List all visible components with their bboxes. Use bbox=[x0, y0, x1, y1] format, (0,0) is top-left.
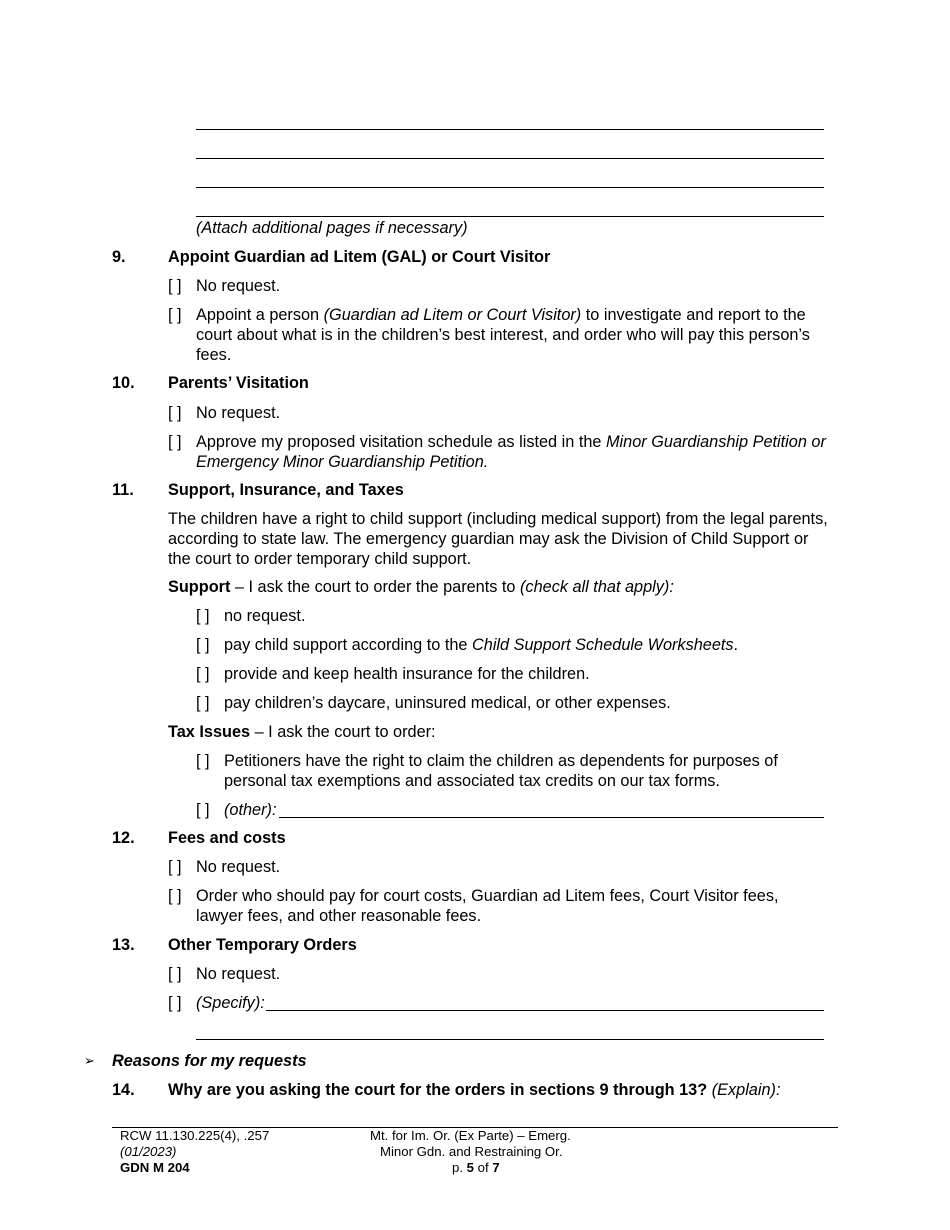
section-12-title: Fees and costs bbox=[168, 829, 286, 847]
option-10-no-request: No request. bbox=[196, 404, 281, 422]
tax-issues-line: Tax Issues – I ask the court to order: bbox=[168, 723, 436, 741]
checkbox-tax-other[interactable]: [ ] bbox=[196, 801, 210, 819]
checkbox-9-no-request[interactable]: [ ] bbox=[168, 277, 182, 295]
attach-note: (Attach additional pages if necessary) bbox=[196, 219, 468, 237]
checkbox-12-order-fees[interactable]: [ ] bbox=[168, 887, 182, 905]
section-14-number: 14. bbox=[112, 1081, 135, 1099]
tax-option-dependents: Petitioners have the right to claim the children as dependents for purposes of personal tax exemptions and associated tax credits on our tax forms. bbox=[224, 752, 778, 790]
support-option-child-support: pay child support according to the Child Support Schedule Worksheets. bbox=[224, 636, 739, 654]
option-12-order-fees: Order who should pay for court costs, Guardian ad Litem fees, Court Visitor fees, lawyer fees, and other reasonable fees. bbox=[196, 887, 779, 925]
checkbox-13-specify[interactable]: [ ] bbox=[168, 994, 182, 1012]
checkbox-9-appoint[interactable]: [ ] bbox=[168, 306, 182, 324]
arrow-bullet-icon: ➢ bbox=[84, 1053, 95, 1068]
section-9-number: 9. bbox=[112, 248, 126, 266]
checkbox-10-approve[interactable]: [ ] bbox=[168, 433, 182, 451]
option-12-no-request: No request. bbox=[196, 858, 281, 876]
section-13-title: Other Temporary Orders bbox=[168, 936, 357, 954]
answer-line-1[interactable] bbox=[196, 129, 824, 130]
reasons-heading: Reasons for my requests bbox=[112, 1052, 307, 1070]
footer-title-line-1: Mt. for Im. Or. (Ex Parte) – Emerg. bbox=[370, 1128, 571, 1143]
checkbox-12-no-request[interactable]: [ ] bbox=[168, 858, 182, 876]
section-10-title: Parents’ Visitation bbox=[168, 374, 309, 392]
option-10-approve: Approve my proposed visitation schedule as listed in the Minor Guardianship Petition or Emergency Minor Guardianship Petition. bbox=[196, 433, 826, 471]
specify-field[interactable] bbox=[266, 1010, 824, 1011]
support-option-no-request: no request. bbox=[224, 607, 306, 625]
footer-date: (01/2023) bbox=[120, 1144, 177, 1159]
footer-rcw: RCW 11.130.225(4), .257 bbox=[120, 1128, 270, 1143]
tax-other-field[interactable] bbox=[279, 817, 824, 818]
option-9-appoint: Appoint a person (Guardian ad Litem or Court Visitor) to investigate and report to the court about what is in the children’s best interest, and order who will pay this person’s fees. bbox=[196, 306, 810, 364]
option-13-specify-label: (Specify): bbox=[196, 994, 265, 1012]
tax-option-other-label: (other): bbox=[224, 801, 277, 819]
checkbox-support-child-support[interactable]: [ ] bbox=[196, 636, 210, 654]
support-line: Support – I ask the court to order the parents to (check all that apply): bbox=[168, 578, 674, 596]
specify-field-line-2[interactable] bbox=[196, 1039, 824, 1040]
section-10-number: 10. bbox=[112, 374, 135, 392]
footer-page-number: p. 5 of 7 bbox=[452, 1160, 500, 1175]
answer-line-2[interactable] bbox=[196, 158, 824, 159]
section-11-paragraph: The children have a right to child support (including medical support) from the legal parents, according to state law. The emergency guardian may ask the Division of Child Support or the court to order temporary child support. bbox=[168, 510, 828, 568]
checkbox-support-insurance[interactable]: [ ] bbox=[196, 665, 210, 683]
checkbox-support-expenses[interactable]: [ ] bbox=[196, 694, 210, 712]
checkbox-10-no-request[interactable]: [ ] bbox=[168, 404, 182, 422]
option-13-no-request: No request. bbox=[196, 965, 281, 983]
support-option-expenses: pay children’s daycare, uninsured medical, or other expenses. bbox=[224, 694, 671, 712]
section-9-title: Appoint Guardian ad Litem (GAL) or Court Visitor bbox=[168, 248, 551, 266]
section-12-number: 12. bbox=[112, 829, 135, 847]
footer-form-id: GDN M 204 bbox=[120, 1160, 190, 1175]
section-13-number: 13. bbox=[112, 936, 135, 954]
answer-line-4[interactable] bbox=[196, 216, 824, 217]
footer-title-line-2: Minor Gdn. and Restraining Or. bbox=[380, 1144, 563, 1159]
section-14-title: Why are you asking the court for the orders in sections 9 through 13? (Explain): bbox=[168, 1081, 781, 1099]
support-option-insurance: provide and keep health insurance for the children. bbox=[224, 665, 590, 683]
section-11-title: Support, Insurance, and Taxes bbox=[168, 481, 404, 499]
checkbox-support-no-request[interactable]: [ ] bbox=[196, 607, 210, 625]
checkbox-tax-dependents[interactable]: [ ] bbox=[196, 752, 210, 770]
checkbox-13-no-request[interactable]: [ ] bbox=[168, 965, 182, 983]
section-11-number: 11. bbox=[112, 481, 134, 499]
answer-line-3[interactable] bbox=[196, 187, 824, 188]
option-9-no-request: No request. bbox=[196, 277, 281, 295]
